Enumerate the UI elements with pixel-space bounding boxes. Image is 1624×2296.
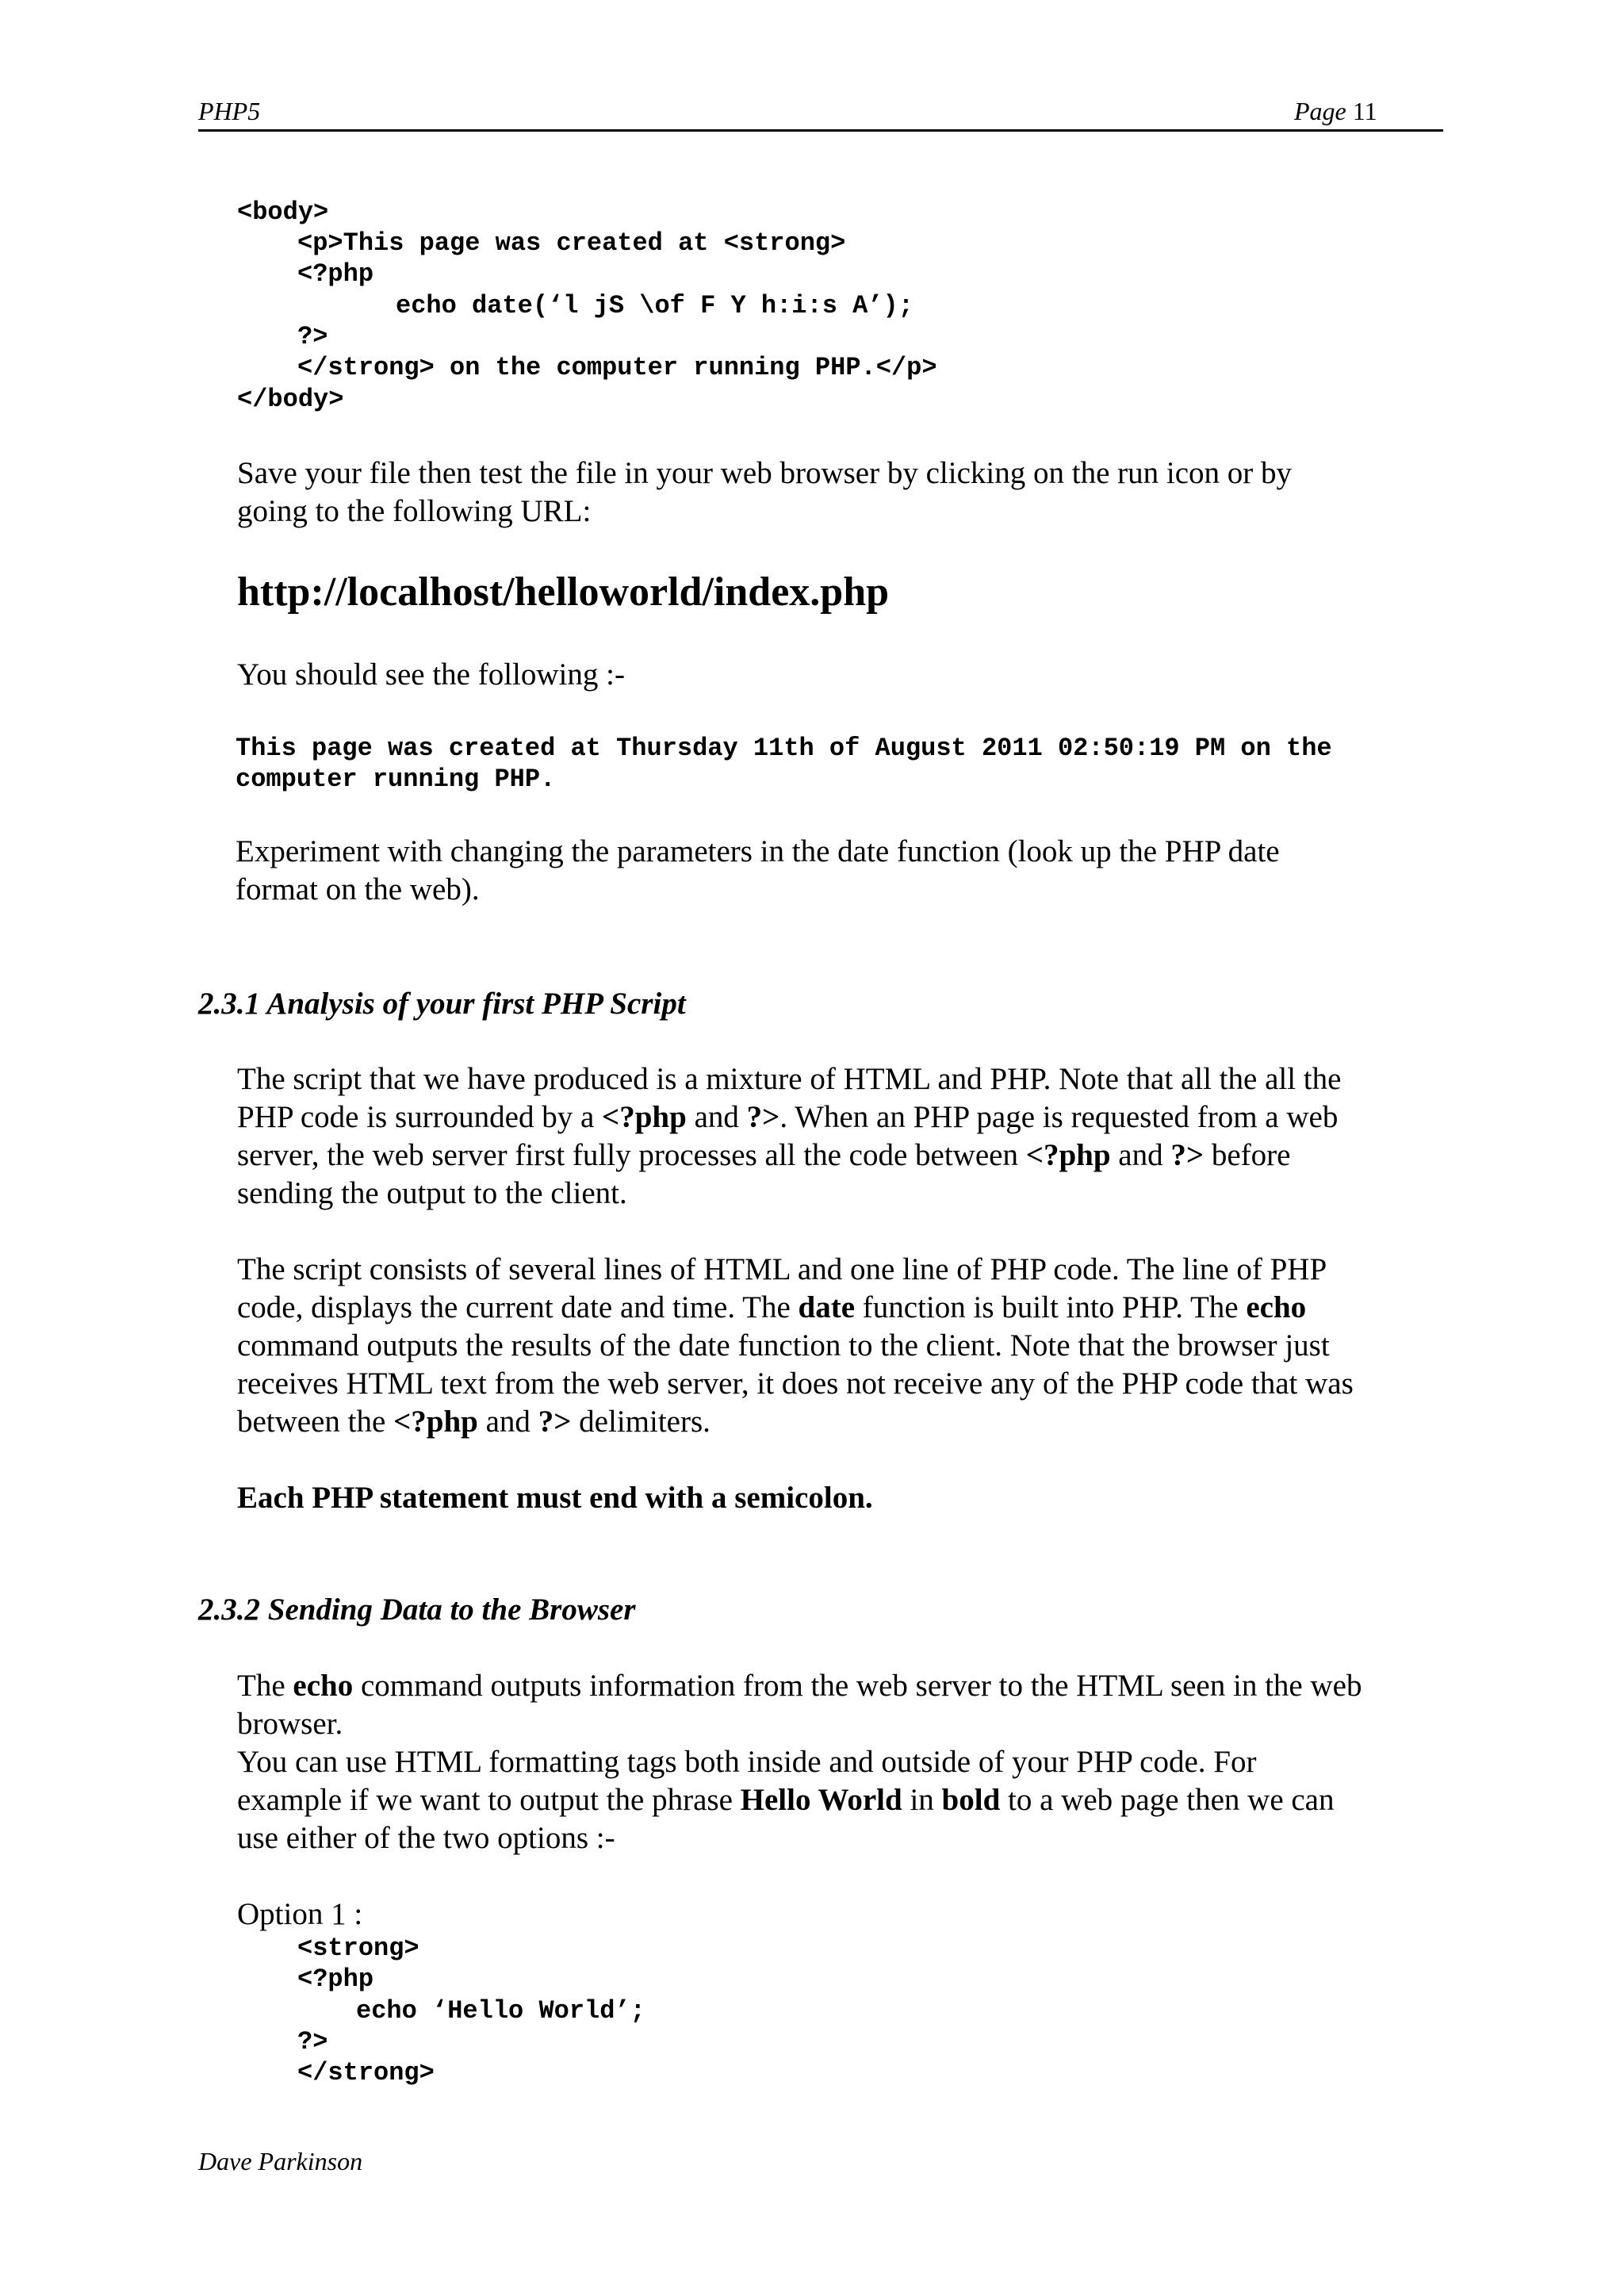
code-line: <strong>: [297, 1934, 419, 1963]
output-line: This page was created at Thursday 11th of August 2011 02:50:19 PM on the: [236, 734, 1332, 763]
code-line: </strong>: [297, 2058, 435, 2087]
paragraph-line: command outputs the results of the date function to the client. Note that the browser just: [237, 1328, 1330, 1363]
header-rule: [198, 129, 1443, 132]
paragraph-line: sending the output to the client.: [237, 1176, 627, 1210]
code-line: <?php: [297, 1964, 374, 1994]
section-heading-sending-data: 2.3.2 Sending Data to the Browser: [198, 1593, 636, 1627]
see-following-text: You should see the following :-: [237, 657, 625, 692]
paragraph-line: code, displays the current date and time. The date function is built into PHP. The echo: [237, 1290, 1307, 1324]
paragraph-line: going to the following URL:: [237, 494, 592, 528]
paragraph-line: PHP code is surrounded by a <?php and ?>. When an PHP page is requested from a web: [237, 1100, 1339, 1134]
header-page-number: [1294, 97, 1377, 126]
paragraph-line: The script that we have produced is a mixture of HTML and PHP. Note that all the all the: [237, 1062, 1342, 1096]
code-line: <p>This page was created at <strong>: [297, 228, 846, 258]
option-1-label: Option 1 :: [237, 1897, 363, 1931]
code-line: </body>: [237, 385, 344, 414]
paragraph-line: example if we want to output the phrase Hello World in bold to a web page then we can: [237, 1783, 1335, 1817]
paragraph-line: Save your file then test the file in your web browser by clicking on the run icon or by: [237, 456, 1292, 490]
code-line: </strong> on the computer running PHP.</p>: [297, 353, 937, 382]
header-title: PHP5: [198, 97, 261, 125]
code-line: ?>: [297, 322, 328, 351]
code-line: <?php: [297, 259, 374, 289]
code-line: echo date(‘l jS \of F Y h:i:s A’);: [396, 291, 914, 320]
semicolon-note: Each PHP statement must end with a semicolon.: [237, 1481, 873, 1515]
paragraph-line: receives HTML text from the web server, it does not receive any of the PHP code that was: [237, 1366, 1354, 1401]
page-label: Page: [1294, 97, 1346, 125]
paragraph-line: Experiment with changing the parameters in the date function (look up the PHP date: [236, 834, 1280, 868]
paragraph-line: format on the web).: [236, 872, 480, 907]
section-heading-analysis: 2.3.1 Analysis of your first PHP Script: [198, 987, 686, 1021]
paragraph-line: The script consists of several lines of HTML and one line of PHP code. The line of PHP: [237, 1252, 1327, 1286]
code-line: ?>: [297, 2027, 328, 2056]
paragraph-line: server, the web server first fully processes all the code between <?php and ?> before: [237, 1138, 1291, 1172]
code-line: <body>: [237, 197, 329, 227]
output-line: computer running PHP.: [236, 765, 556, 794]
code-line: echo ‘Hello World’;: [356, 1996, 645, 2026]
example-url: http://localhost/helloworld/index.php: [237, 569, 890, 615]
paragraph-line: The echo command outputs information from the web server to the HTML seen in the web: [237, 1669, 1362, 1703]
paragraph-line: You can use HTML formatting tags both inside and outside of your PHP code. For: [237, 1745, 1257, 1779]
paragraph-line: use either of the two options :-: [237, 1821, 615, 1855]
page-number: 11: [1352, 97, 1377, 125]
paragraph-line: browser.: [237, 1707, 343, 1741]
footer-author: Dave Parkinson: [198, 2147, 363, 2175]
paragraph-line: between the <?php and ?> delimiters.: [237, 1405, 710, 1439]
